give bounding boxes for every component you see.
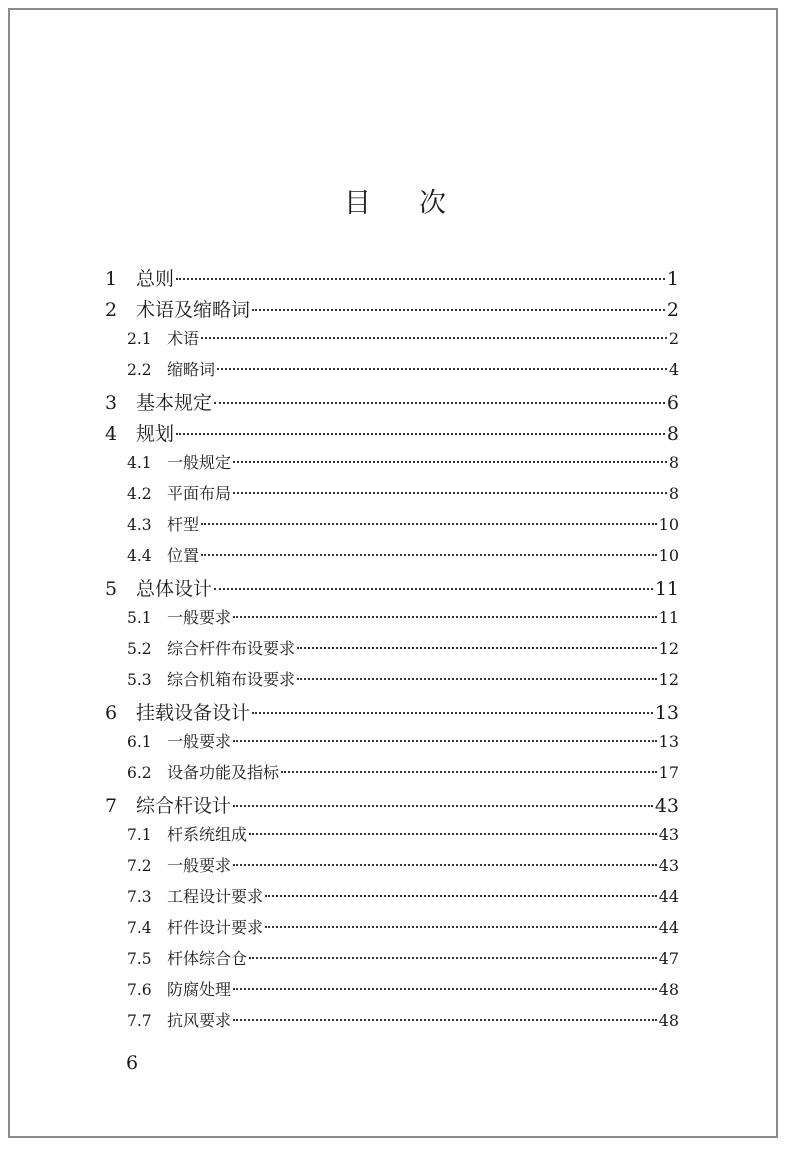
dot-leader (217, 368, 667, 370)
toc-entry-title: 杆件设计要求 (167, 918, 264, 937)
toc-entry-number: 3 (105, 392, 118, 414)
toc-entry-number: 5 (105, 578, 118, 600)
toc-entry-page: 8 (668, 453, 679, 472)
toc-entry-number: 2 (105, 299, 118, 321)
dot-leader (233, 988, 657, 990)
dot-leader (233, 616, 657, 618)
toc-entry-page: 43 (654, 795, 679, 817)
toc-entry[interactable] (105, 512, 679, 543)
toc-entry-number: 7.1 (127, 826, 152, 844)
dot-leader (249, 833, 657, 835)
toc-entry-title: 综合机箱布设要求 (167, 670, 296, 689)
dot-leader (214, 402, 665, 404)
toc-entry[interactable] (105, 791, 679, 822)
toc-entry[interactable] (105, 419, 679, 450)
toc-entry-title: 总体设计 (136, 578, 213, 600)
toc-entry-number: 4.3 (127, 516, 152, 534)
dot-leader (297, 678, 657, 680)
toc-entry-number: 5.2 (127, 640, 152, 658)
toc-entry-page: 6 (666, 392, 679, 414)
toc-entry-title: 总则 (136, 268, 175, 290)
dot-leader (297, 647, 657, 649)
toc-entry-number: 5.1 (127, 609, 152, 627)
toc-entry-number: 6.1 (127, 733, 152, 751)
toc-entry-title: 综合杆设计 (136, 795, 232, 817)
table-of-contents (105, 264, 679, 1039)
toc-entry-page: 44 (658, 887, 679, 906)
toc-entry-title: 一般规定 (167, 453, 232, 472)
toc-entry-page: 43 (658, 856, 679, 875)
toc-entry-number: 7.2 (127, 857, 152, 875)
toc-entry-page: 48 (658, 1011, 679, 1030)
toc-entry[interactable] (105, 667, 679, 698)
toc-entry[interactable] (105, 388, 679, 419)
toc-entry-number: 2.2 (127, 361, 152, 379)
toc-entry-page: 11 (658, 608, 679, 627)
toc-entry-number: 5.3 (127, 671, 152, 689)
toc-entry-title: 防腐处理 (167, 980, 232, 999)
toc-entry-title: 规划 (136, 423, 175, 445)
toc-title-char-1: 目 (344, 188, 371, 219)
toc-entry[interactable] (105, 946, 679, 977)
dot-leader (233, 461, 667, 463)
toc-entry-page: 11 (654, 578, 679, 600)
toc-title (0, 184, 790, 224)
toc-entry-number: 7.5 (127, 950, 152, 968)
toc-entry[interactable] (105, 1008, 679, 1039)
toc-entry-title: 挂载设备设计 (136, 702, 251, 724)
dot-leader (252, 309, 665, 311)
toc-entry[interactable] (105, 760, 679, 791)
toc-entry-number: 4.4 (127, 547, 152, 565)
toc-entry[interactable] (105, 822, 679, 853)
toc-entry-title: 术语 (167, 329, 200, 348)
toc-entry-number: 4.1 (127, 454, 152, 472)
toc-entry-number: 7.3 (127, 888, 152, 906)
toc-entry-page: 2 (668, 329, 679, 348)
dot-leader (265, 926, 657, 928)
dot-leader (249, 957, 657, 959)
toc-entry-title: 平面布局 (167, 484, 232, 503)
dot-leader (233, 805, 653, 807)
dot-leader (233, 492, 667, 494)
toc-entry[interactable] (105, 884, 679, 915)
toc-entry-page: 10 (658, 546, 679, 565)
dot-leader (201, 523, 657, 525)
toc-entry-title: 抗风要求 (167, 1011, 232, 1030)
dot-leader (176, 278, 665, 280)
toc-entry-title: 位置 (167, 546, 200, 565)
toc-entry-title: 杆体综合仓 (167, 949, 248, 968)
toc-entry-number: 1 (105, 268, 118, 290)
toc-entry-page: 12 (658, 639, 679, 658)
toc-entry[interactable] (105, 698, 679, 729)
toc-entry[interactable] (105, 264, 679, 295)
toc-entry-page: 2 (666, 299, 679, 321)
toc-entry-number: 2.1 (127, 330, 152, 348)
toc-entry-title: 缩略词 (167, 360, 216, 379)
toc-entry-number: 7.4 (127, 919, 152, 937)
toc-entry[interactable] (105, 605, 679, 636)
toc-entry-title: 设备功能及指标 (167, 763, 280, 782)
toc-entry-title: 一般要求 (167, 608, 232, 627)
toc-entry-number: 4.2 (127, 485, 152, 503)
dot-leader (176, 433, 665, 435)
toc-entry-title: 术语及缩略词 (136, 299, 251, 321)
toc-entry[interactable] (105, 574, 679, 605)
toc-entry-number: 7.7 (127, 1012, 152, 1030)
toc-entry[interactable] (105, 481, 679, 512)
toc-entry-title: 工程设计要求 (167, 887, 264, 906)
toc-entry-page: 12 (658, 670, 679, 689)
toc-entry-page: 43 (658, 825, 679, 844)
toc-entry-page: 44 (658, 918, 679, 937)
dot-leader (214, 588, 653, 590)
toc-entry-page: 48 (658, 980, 679, 999)
toc-entry-number: 6 (105, 702, 118, 724)
toc-entry[interactable] (105, 295, 679, 326)
dot-leader (201, 554, 657, 556)
toc-entry[interactable] (105, 977, 679, 1008)
dot-leader (233, 864, 657, 866)
toc-entry[interactable] (105, 450, 679, 481)
dot-leader (233, 1019, 657, 1021)
toc-entry-page: 13 (654, 702, 679, 724)
toc-entry-page: 13 (658, 732, 679, 751)
toc-entry-page: 8 (666, 423, 679, 445)
toc-entry[interactable] (105, 915, 679, 946)
toc-entry[interactable] (105, 636, 679, 667)
toc-entry[interactable] (105, 853, 679, 884)
toc-entry-page: 8 (668, 484, 679, 503)
dot-leader (233, 740, 657, 742)
toc-entry-title: 一般要求 (167, 856, 232, 875)
toc-entry-page: 1 (666, 268, 679, 290)
toc-entry-title: 杆型 (167, 515, 200, 534)
dot-leader (252, 712, 653, 714)
toc-entry-page: 10 (658, 515, 679, 534)
toc-entry-number: 7 (105, 795, 118, 817)
toc-entry[interactable] (105, 326, 679, 357)
toc-entry-number: 6.2 (127, 764, 152, 782)
toc-entry[interactable] (105, 357, 679, 388)
dot-leader (281, 771, 657, 773)
toc-entry-page: 4 (668, 360, 679, 379)
toc-entry-title: 综合杆件布设要求 (167, 639, 296, 658)
toc-entry[interactable] (105, 543, 679, 574)
toc-title-char-2: 次 (419, 188, 446, 219)
toc-entry-title: 一般要求 (167, 732, 232, 751)
page-number: 6 (126, 1052, 139, 1074)
toc-entry-page: 47 (658, 949, 679, 968)
toc-entry-title: 基本规定 (136, 392, 213, 414)
dot-leader (265, 895, 657, 897)
toc-entry-number: 7.6 (127, 981, 152, 999)
toc-entry-title: 杆系统组成 (167, 825, 248, 844)
toc-entry-number: 4 (105, 423, 118, 445)
dot-leader (201, 337, 667, 339)
toc-entry[interactable] (105, 729, 679, 760)
toc-entry-page: 17 (658, 763, 679, 782)
